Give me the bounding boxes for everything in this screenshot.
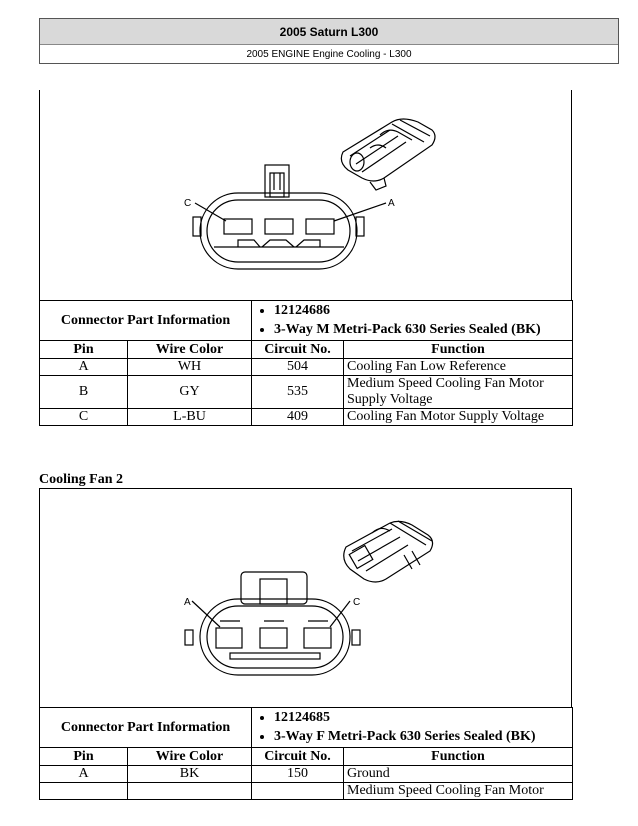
pin-cell: B <box>40 376 128 409</box>
function-cell: Cooling Fan Motor Supply Voltage <box>344 409 573 426</box>
pin-cell: A <box>40 766 128 783</box>
wire-color-cell: BK <box>128 766 252 783</box>
column-header-function: Function <box>344 748 573 766</box>
page-title: 2005 Saturn L300 <box>40 19 618 45</box>
fan1-connector-illustration <box>341 119 435 190</box>
wire-color-cell: WH <box>128 359 252 376</box>
fan1-connector-table <box>39 300 573 426</box>
fan2-table-header <box>40 748 573 766</box>
fan1-table-header <box>40 341 573 359</box>
fan1-label-left: C <box>184 198 192 209</box>
circuit-cell: 150 <box>252 766 344 783</box>
circuit-cell: 504 <box>252 359 344 376</box>
column-header-function: Function <box>344 341 573 359</box>
table-row <box>40 376 573 409</box>
fan1-part-number: • 12124686 <box>274 302 569 320</box>
fan1-diagram-box <box>39 90 572 301</box>
fan2-part-description: • 3-Way F Metri-Pack 630 Series Sealed (BK) <box>274 728 569 746</box>
fan2-part-info <box>252 708 573 748</box>
fan1-label-right: A <box>388 198 395 209</box>
column-header-wire-color: Wire Color <box>128 748 252 766</box>
page-subtitle: 2005 ENGINE Engine Cooling - L300 <box>246 49 412 60</box>
fan1-connector-label: Connector Part Information <box>40 301 252 341</box>
column-header-pin: Pin <box>40 341 128 359</box>
fan2-diagram-box <box>39 488 572 708</box>
fan2-label-right: C <box>353 597 361 608</box>
circuit-cell: 409 <box>252 409 344 426</box>
pin-cell: A <box>40 359 128 376</box>
pin-cell <box>40 783 128 800</box>
fan1-part-description: • 3-Way M Metri-Pack 630 Series Sealed (BK) <box>274 321 569 339</box>
fan1-connector-diagram <box>40 90 571 300</box>
function-cell: Medium Speed Cooling Fan Motor <box>344 783 573 800</box>
function-cell: Ground <box>344 766 573 783</box>
section-title-cooling-fan-2: Cooling Fan 2 <box>39 472 124 487</box>
fan2-connector-label: Connector Part Information <box>40 708 252 748</box>
fan2-connector-illustration <box>344 521 433 582</box>
function-cell: Medium Speed Cooling Fan Motor Supply Voltage <box>344 376 573 409</box>
wire-color-cell <box>128 783 252 800</box>
wire-color-cell: L-BU <box>128 409 252 426</box>
fan1-connector-face <box>193 165 386 269</box>
wire-color-cell: GY <box>128 376 252 409</box>
fan2-part-number: • 12124685 <box>274 709 569 727</box>
table-row <box>40 359 573 376</box>
function-cell: Cooling Fan Low Reference <box>344 359 573 376</box>
column-header-pin: Pin <box>40 748 128 766</box>
table-row <box>40 766 573 783</box>
fan1-part-info <box>252 301 573 341</box>
column-header-circuit: Circuit No. <box>252 341 344 359</box>
fan2-connector-face <box>185 572 360 675</box>
fan2-label-left: A <box>184 597 191 608</box>
fan2-connector-diagram <box>40 489 571 707</box>
column-header-wire-color: Wire Color <box>128 341 252 359</box>
circuit-cell <box>252 783 344 800</box>
table-row <box>40 783 573 800</box>
pin-cell: C <box>40 409 128 426</box>
table-row <box>40 409 573 426</box>
circuit-cell: 535 <box>252 376 344 409</box>
page-header <box>39 18 619 64</box>
fan2-connector-table <box>39 707 573 800</box>
column-header-circuit: Circuit No. <box>252 748 344 766</box>
